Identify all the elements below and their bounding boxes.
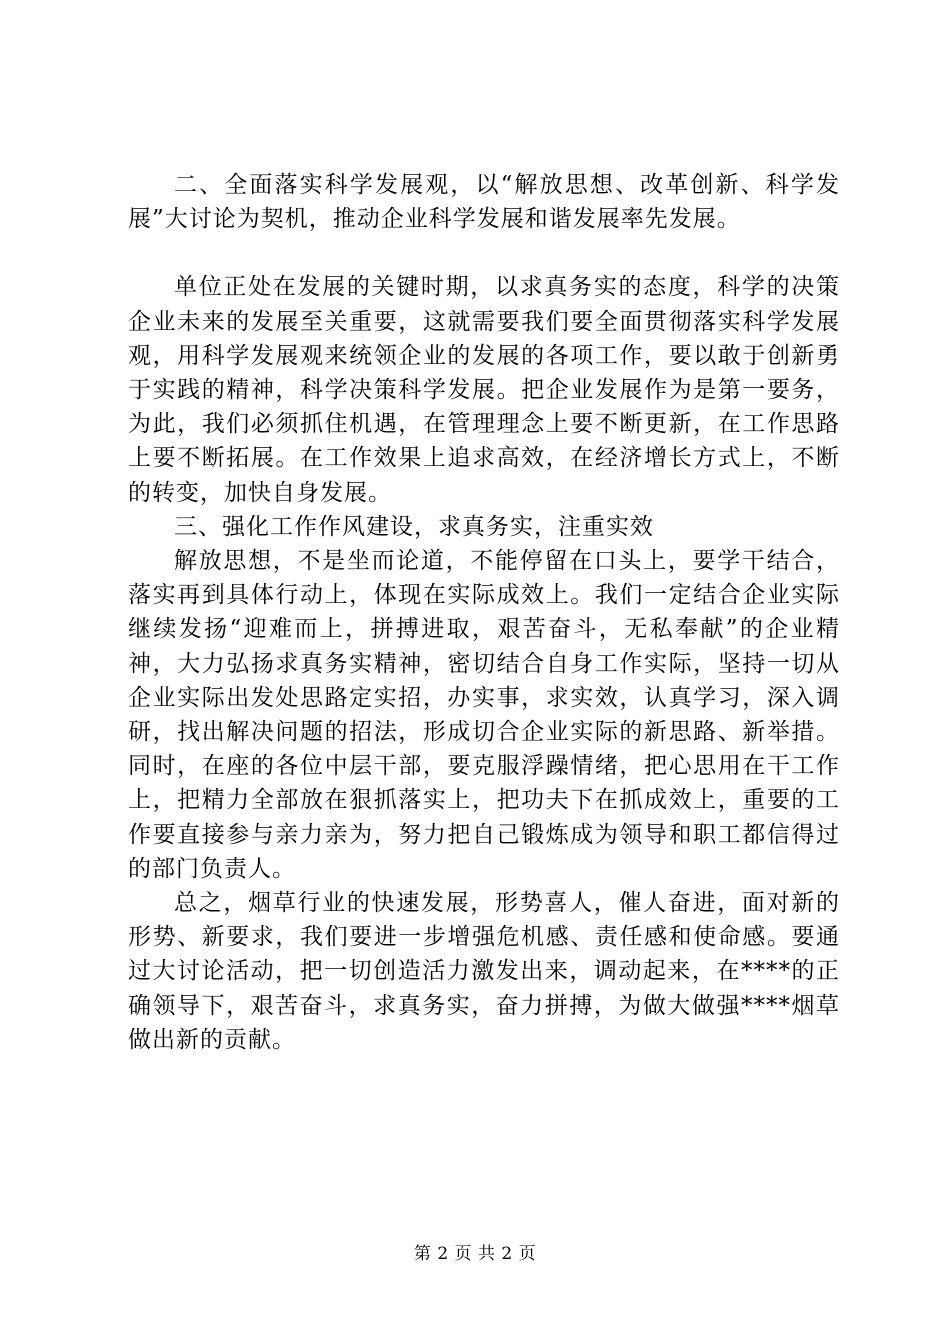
paragraph-section-two-heading: 二、全面落实科学发展观，以“解放思想、改革创新、科学发展”大讨论为契机，推动企业科学发展和谐发展率先发展。 xyxy=(128,172,840,233)
page-number-footer: 第 2 页 共 2 页 xyxy=(413,1244,537,1264)
paragraph-liberate-thinking: 解放思想，不是坐而论道，不能停留在口头上，要学干结合，落实再到具体行动上，体现在实际成效上。我们一定结合企业实际继续发扬“迎难而上，拼搏进取，艰苦奋斗，无私奉献”的企业精神，大力弘扬求真务实精神，密切结合自身工作实际，坚持一切从企业实际出发处思路定实招，办实事，求实效，认真学习，深入调研，找出解决问题的招法，形成切合企业实际的新思路、新举措。同时，在座的各位中层干部，要克服浮躁情绪，把心思用在干工作上，把精力全部放在狠抓落实上，把功夫下在抓成效上，重要的工作要直接参与亲力亲为，努力把自己锻炼成为领导和职工都信得过的部门负责人。 xyxy=(128,548,840,882)
paragraph-section-three-heading: 三、强化工作作风建设，求真务实，注重实效 xyxy=(174,513,654,540)
paragraph-development-view: 单位正处在发展的关键时期，以求真务实的态度，科学的决策企业未来的发展至关重要，这就需要我们要全面贯彻落实科学发展观，用科学发展观来统领企业的发展的各项工作，要以敢于创新勇于实践的精神，科学决策科学发展。把企业发展作为是第一要务，为此，我们必须抓住机遇，在管理理念上要不断更新，在工作思路上要不断拓展。在工作效果上追求高效，在经济增长方式上，不断的转变，加快自身发展。 xyxy=(128,274,840,506)
document-body xyxy=(128,168,840,1057)
paragraph-conclusion: 总之，烟草行业的快速发展，形势喜人，催人奋进，面对新的形势、新要求，我们要进一步增强危机感、责任感和使命感。要通过大讨论活动，把一切创造活力激发出来，调动起来，在****的正确领导下，艰苦奋斗，求真务实，奋力拼搏，为做大做强****烟草做出新的贡献。 xyxy=(128,890,840,1053)
